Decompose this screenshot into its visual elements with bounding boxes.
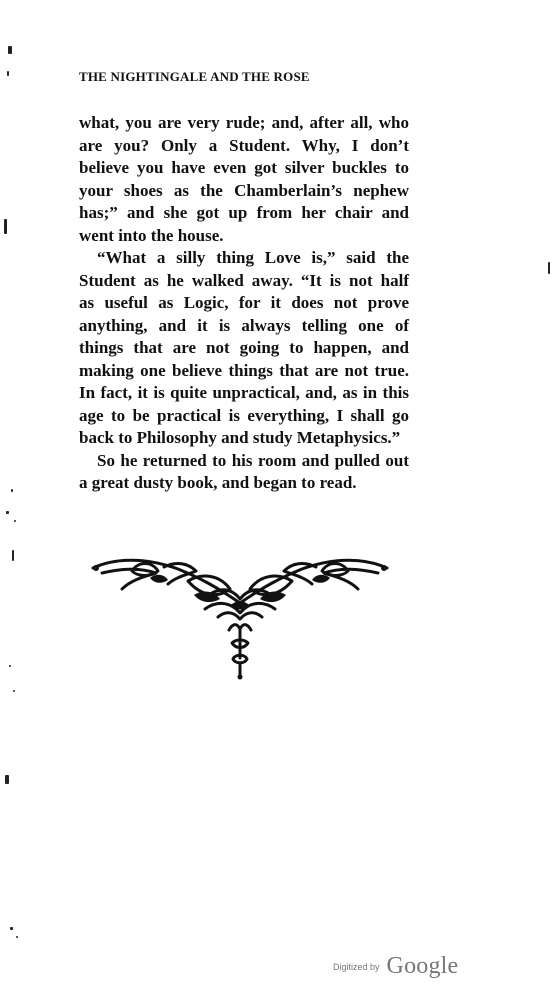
margin-dot-mid-4 xyxy=(9,665,11,667)
body-line-13: In fact, it is quite unpractical, and, as in this xyxy=(79,383,409,402)
body-line-2: are you? Only a Student. Why, I don’t xyxy=(79,135,409,155)
body-text xyxy=(79,112,409,495)
body-line-14: age to be practical is everything, I shall go xyxy=(79,405,409,425)
margin-dot-mid-2 xyxy=(6,511,9,514)
margin-dot-mid-3 xyxy=(14,520,16,522)
running-header: THE NIGHTINGALE AND THE ROSE xyxy=(79,69,310,84)
margin-arrow xyxy=(5,775,9,784)
decorative-tailpiece-icon xyxy=(90,553,390,680)
margin-dot-top xyxy=(8,46,12,54)
body-line-6: went into the house. xyxy=(79,225,224,245)
body-line-11: things that are not going to happen, and xyxy=(79,338,409,357)
body-line-3: believe you have even got silver buckles to xyxy=(79,158,409,177)
margin-dot-bottom-2 xyxy=(16,936,18,938)
body-line-12: making one believe things that are not true. xyxy=(79,360,409,380)
body-line-8: Student as he walked away. “It is not half xyxy=(79,270,409,290)
margin-dot-mid-1 xyxy=(11,489,13,492)
body-line-9: as useful as Logic, for it does not prove xyxy=(79,293,409,312)
margin-line-mid xyxy=(12,550,14,561)
watermark-google-text: Google xyxy=(386,953,459,979)
margin-bracket xyxy=(4,219,7,234)
body-line-5: has;” and she got up from her chair and xyxy=(79,203,409,222)
margin-tick-1 xyxy=(7,71,9,76)
body-line-7: “What a silly thing Love is,” said the xyxy=(97,248,409,267)
body-line-16: So he returned to his room and pulled out xyxy=(97,450,409,470)
body-line-15: back to Philosophy and study Metaphysics.” xyxy=(79,428,401,447)
body-line-17: a great dusty book, and began to read. xyxy=(79,473,357,492)
margin-right-tick xyxy=(548,262,550,274)
body-line-4: your shoes as the Chamberlain’s nephew xyxy=(79,180,409,200)
body-line-1: what, you are very rude; and, after all, who xyxy=(79,113,409,132)
watermark-small-text: Digitized by xyxy=(333,962,380,972)
margin-dot-bottom-1 xyxy=(10,927,13,930)
margin-dot-mid-5 xyxy=(13,690,15,692)
body-line-10: anything, and it is always telling one of xyxy=(79,315,409,335)
digitized-by-google-watermark xyxy=(333,953,458,980)
